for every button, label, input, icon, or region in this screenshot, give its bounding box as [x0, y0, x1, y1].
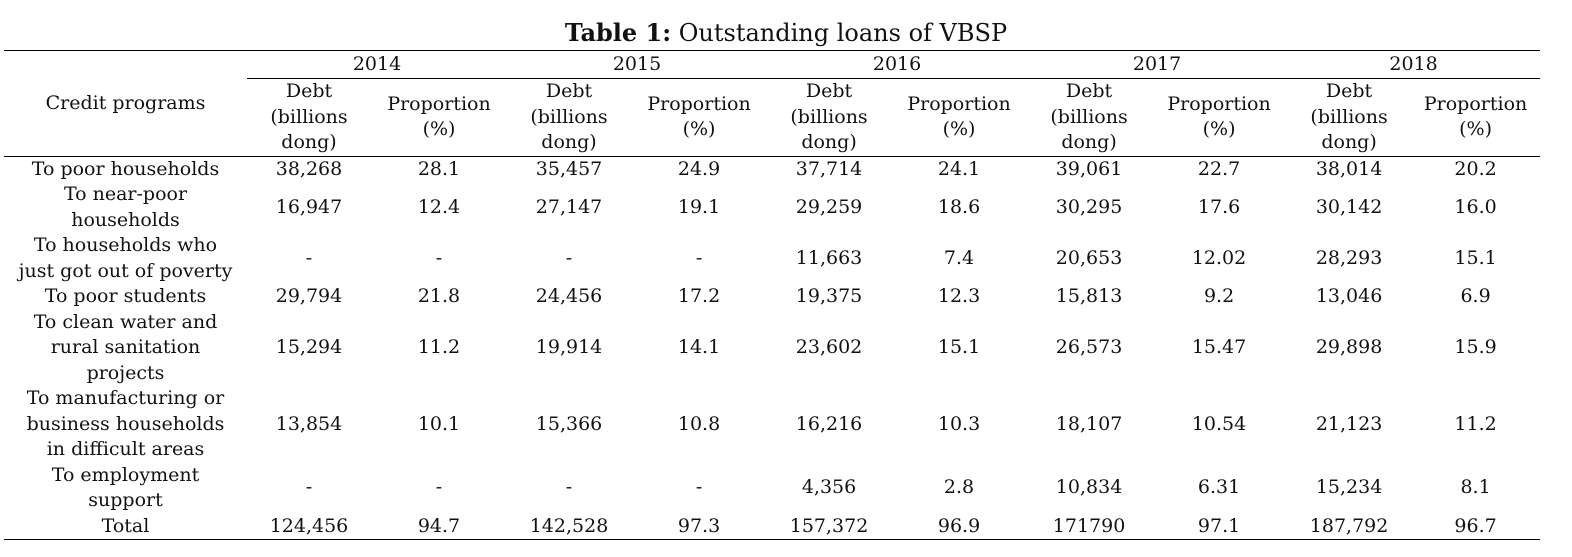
proportion-cell-2017: 97.1: [1151, 514, 1287, 540]
debt-cell-2014: 13,854: [275, 412, 343, 435]
debt-cell-2016: 37,714: [795, 157, 863, 180]
table-caption-text: Outstanding loans of VBSP: [671, 19, 1008, 47]
credit-programs-header-label: Credit programs: [45, 91, 206, 114]
debt-cell-2018: 15,234: [1315, 476, 1383, 499]
proportion-header-line1: Proportion: [907, 92, 1011, 115]
debt-header-line3: dong): [1061, 131, 1117, 153]
debt-cell-2018: 30,142: [1315, 195, 1383, 218]
debt-cell-2016: 16,216: [795, 412, 863, 435]
year-header-2017: 2017: [1027, 51, 1287, 79]
proportion-cell-2015: 97.3: [631, 514, 767, 540]
proportion-header-line2: (%): [1459, 118, 1493, 141]
outstanding-loans-table: [4, 50, 1540, 540]
proportion-header: [371, 79, 507, 157]
debt-cell-2016: 157,372: [767, 514, 891, 540]
debt-cell-2017: 26,573: [1055, 336, 1123, 358]
year-header-2016: 2016: [767, 51, 1027, 79]
proportion-cell-2018: 15.9: [1454, 336, 1497, 358]
table-row: [4, 386, 1540, 463]
proportion-cell-2017: 12.02: [1191, 246, 1247, 269]
program-name-cell: Total: [4, 514, 247, 540]
debt-cell-2016: 4,356: [801, 476, 857, 499]
proportion-cell-2015: 17.2: [677, 285, 721, 307]
proportion-header-line1: Proportion: [387, 92, 491, 115]
proportion-cell-2017: 6.31: [1197, 476, 1241, 499]
debt-header: [767, 79, 891, 157]
debt-cell-2015: 19,914: [535, 336, 603, 358]
proportion-cell-2018: 6.9: [1460, 285, 1491, 307]
table-row: [4, 284, 1540, 310]
proportion-cell-2016: 7.4: [943, 246, 975, 269]
debt-header-line3: dong): [1321, 131, 1377, 153]
debt-cell-2017: 10,834: [1055, 476, 1123, 499]
program-name-cell: To employment support: [51, 463, 200, 511]
proportion-cell-2016: 18.6: [937, 195, 981, 218]
debt-cell-2014: 29,794: [275, 285, 343, 307]
proportion-header: [891, 79, 1027, 157]
debt-cell-2017: 171790: [1027, 514, 1151, 540]
table-row: [4, 463, 1540, 514]
proportion-header-line1: Proportion: [1423, 92, 1528, 115]
proportion-cell-2015: 14.1: [677, 336, 721, 358]
debt-header-line1: Debt: [285, 80, 333, 102]
table-caption: [0, 18, 1572, 48]
debt-cell-2018: 29,898: [1315, 336, 1383, 358]
debt-cell-2018: 28,293: [1315, 246, 1383, 269]
debt-cell-2018: 187,792: [1287, 514, 1411, 540]
proportion-cell-2014: 94.7: [371, 514, 507, 540]
debt-header-line1: Debt: [1325, 80, 1373, 102]
debt-cell-2014: -: [305, 246, 313, 269]
debt-cell-2015: 15,366: [535, 412, 603, 435]
debt-cell-2014: 124,456: [247, 514, 371, 540]
proportion-header-line2: (%): [942, 118, 976, 141]
program-name-cell: To poor students: [44, 285, 207, 307]
debt-cell-2015: -: [565, 476, 573, 499]
debt-header-line2: (billions: [1050, 105, 1128, 128]
debt-cell-2018: 21,123: [1315, 412, 1383, 435]
proportion-cell-2014: 11.2: [417, 336, 461, 358]
proportion-cell-2014: -: [435, 246, 443, 269]
proportion-cell-2015: -: [695, 476, 703, 499]
debt-header: [1027, 79, 1151, 157]
debt-cell-2014: 16,947: [275, 195, 343, 218]
debt-cell-2014: -: [305, 476, 313, 499]
proportion-cell-2018: 16.0: [1454, 195, 1497, 218]
debt-cell-2017: 18,107: [1055, 412, 1123, 435]
proportion-header: [631, 79, 767, 157]
proportion-header-line2: (%): [422, 118, 456, 141]
proportion-cell-2016: 15.1: [937, 336, 981, 358]
debt-header: [507, 79, 631, 157]
debt-header-line2: (billions: [530, 105, 608, 128]
debt-cell-2017: 39,061: [1055, 157, 1123, 180]
debt-header-line3: dong): [801, 131, 857, 153]
debt-header-line1: Debt: [1065, 80, 1113, 102]
table-row: [4, 156, 1540, 182]
debt-header-line3: dong): [281, 131, 337, 153]
proportion-cell-2018: 96.7: [1411, 514, 1540, 540]
proportion-header-line1: Proportion: [647, 92, 751, 115]
year-header-2018: 2018: [1287, 51, 1540, 79]
year-header-2015: 2015: [507, 51, 767, 79]
debt-cell-2018: 13,046: [1315, 285, 1383, 307]
debt-header: [1287, 79, 1411, 157]
proportion-cell-2016: 2.8: [943, 476, 975, 499]
proportion-cell-2018: 20.2: [1454, 157, 1497, 180]
program-name-cell: To households who just got out of poverty: [18, 234, 233, 282]
debt-cell-2016: 23,602: [795, 336, 863, 358]
proportion-cell-2014: 28.1: [417, 157, 461, 180]
credit-programs-header: [4, 51, 247, 157]
proportion-cell-2016: 12.3: [937, 285, 981, 307]
proportion-cell-2016: 24.1: [937, 157, 981, 180]
proportion-header-line1: Proportion: [1167, 92, 1271, 115]
proportion-cell-2015: 10.8: [677, 412, 721, 435]
total-row: [4, 514, 1540, 540]
debt-header-line2: (billions: [270, 105, 348, 128]
debt-cell-2014: 38,268: [275, 157, 343, 180]
debt-header-line1: Debt: [805, 80, 853, 102]
debt-header-line2: (billions: [1310, 105, 1388, 128]
debt-cell-2017: 15,813: [1055, 285, 1123, 307]
proportion-cell-2014: 12.4: [417, 195, 461, 218]
year-header-2014: 2014: [247, 51, 507, 79]
proportion-header-line2: (%): [682, 118, 716, 141]
proportion-cell-2017: 15.47: [1191, 336, 1247, 358]
year-header-row: [4, 51, 1540, 79]
program-name-cell: To poor households: [31, 157, 220, 180]
proportion-cell-2017: 17.6: [1197, 195, 1241, 218]
proportion-cell-2014: -: [435, 476, 443, 499]
debt-cell-2017: 30,295: [1055, 195, 1123, 218]
proportion-header: [1151, 79, 1287, 157]
debt-cell-2018: 38,014: [1315, 157, 1383, 180]
debt-cell-2017: 20,653: [1055, 246, 1123, 269]
table-caption-label: Table 1:: [564, 18, 672, 47]
program-name-cell: To clean water and rural sanitation projects: [33, 310, 218, 384]
proportion-cell-2017: 9.2: [1203, 285, 1235, 307]
proportion-cell-2015: 24.9: [677, 157, 721, 180]
table-row: [4, 233, 1540, 284]
debt-header: [247, 79, 371, 157]
program-name-cell: To manufacturing or business households in difficult areas: [26, 387, 225, 460]
proportion-cell-2015: 19.1: [677, 195, 721, 218]
table-row: [4, 310, 1540, 387]
table-row: [4, 182, 1540, 233]
proportion-cell-2014: 10.1: [417, 412, 461, 435]
proportion-cell-2016: 96.9: [891, 514, 1027, 540]
proportion-cell-2017: 22.7: [1197, 157, 1241, 180]
debt-header-line2: (billions: [790, 105, 868, 128]
proportion-cell-2016: 10.3: [937, 412, 981, 435]
debt-cell-2015: 24,456: [535, 285, 603, 307]
debt-header-line3: dong): [541, 131, 597, 153]
proportion-cell-2018: 15.1: [1454, 246, 1497, 269]
debt-cell-2016: 29,259: [795, 195, 863, 218]
proportion-cell-2018: 11.2: [1454, 412, 1497, 435]
proportion-header: [1411, 79, 1540, 157]
debt-cell-2016: 19,375: [795, 285, 863, 307]
program-name-cell: To near-poor households: [63, 183, 188, 231]
debt-cell-2015: -: [565, 246, 573, 269]
proportion-cell-2015: -: [695, 246, 703, 269]
table-body: [4, 156, 1540, 540]
proportion-cell-2014: 21.8: [417, 285, 461, 307]
debt-cell-2015: 35,457: [535, 157, 603, 180]
debt-cell-2014: 15,294: [275, 336, 343, 358]
debt-cell-2015: 142,528: [507, 514, 631, 540]
proportion-cell-2018: 8.1: [1460, 476, 1491, 499]
debt-header-line1: Debt: [545, 80, 593, 102]
debt-cell-2016: 11,663: [795, 246, 863, 269]
debt-cell-2015: 27,147: [535, 195, 603, 218]
proportion-header-line2: (%): [1202, 118, 1236, 141]
proportion-cell-2017: 10.54: [1191, 412, 1247, 435]
